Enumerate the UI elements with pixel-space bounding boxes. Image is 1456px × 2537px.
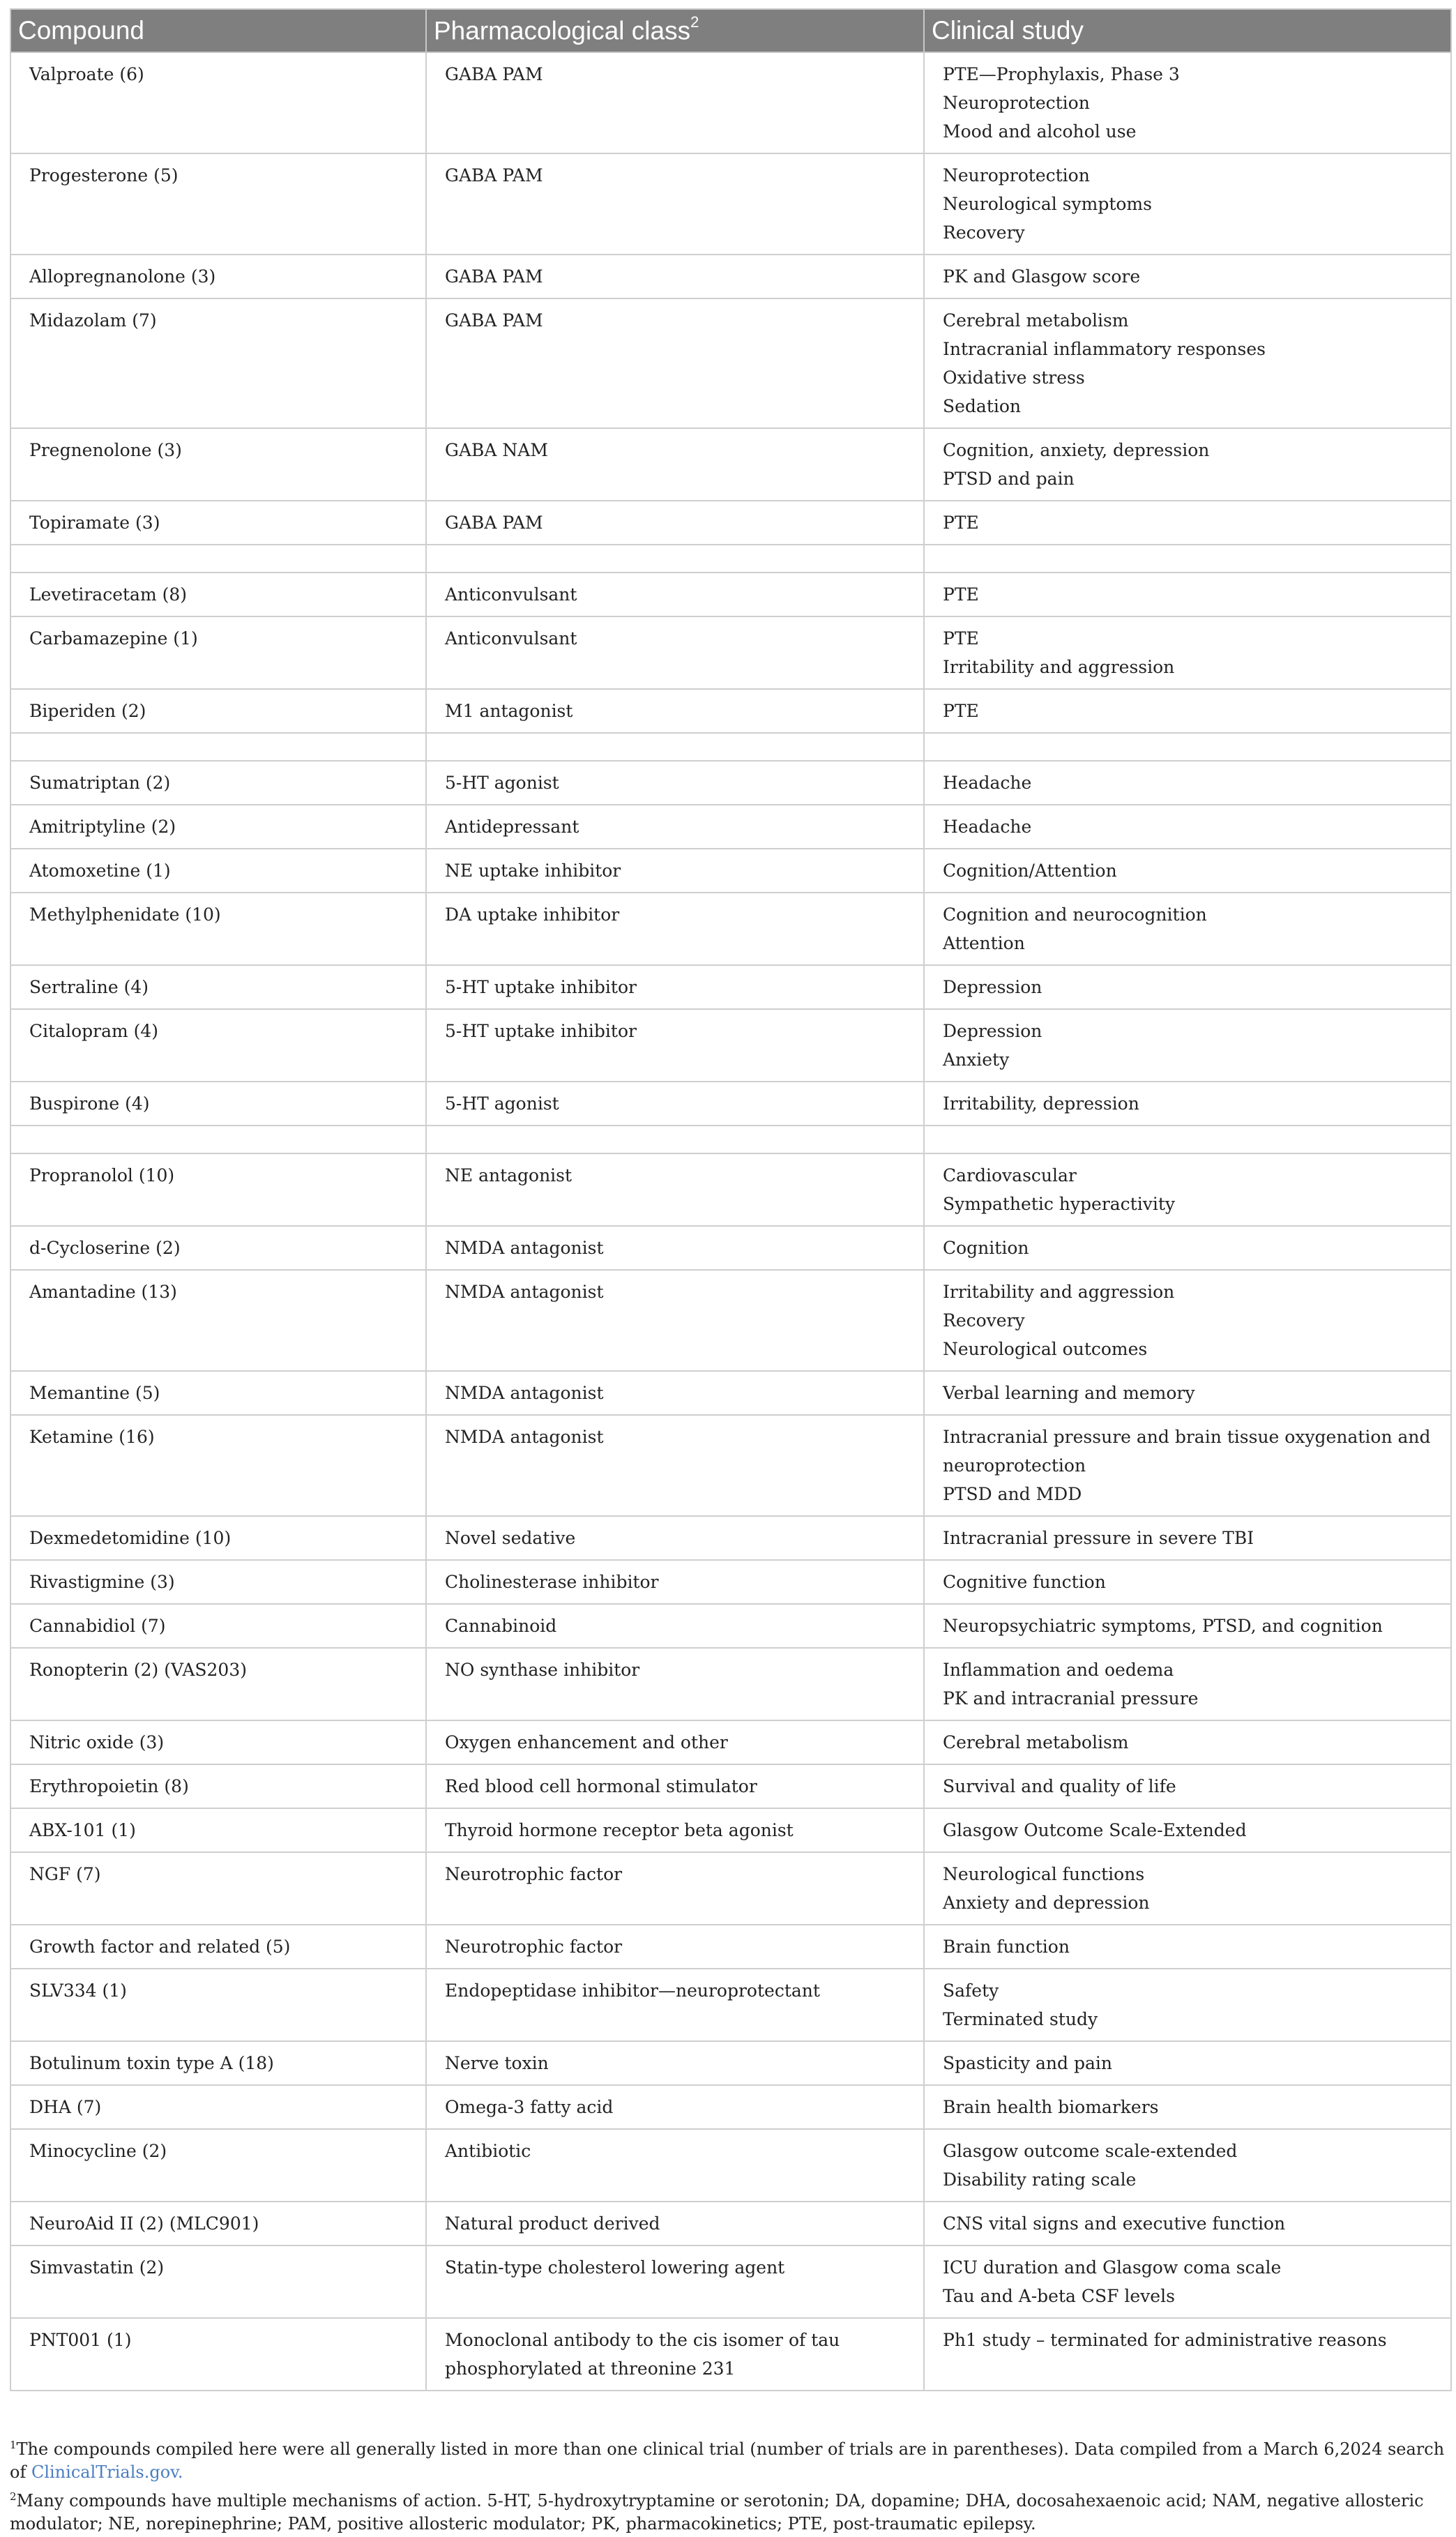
study-cell-line: Survival and quality of life [943, 1776, 1176, 1796]
spacer-row [10, 545, 1451, 573]
class-cell: Neurotrophic factor [426, 1925, 924, 1969]
class-cell: Statin-type cholesterol lowering agent [426, 2246, 924, 2318]
study-cell [924, 1648, 1451, 1720]
study-cell-line: PTE [943, 628, 979, 649]
study-cell-line: Glasgow Outcome Scale-Extended [943, 1820, 1247, 1840]
class-cell-line: Monoclonal antibody to the cis isomer of tau [445, 2330, 840, 2350]
class-cell: GABA PAM [426, 501, 924, 545]
study-cell-line: Anxiety [943, 1050, 1010, 1070]
study-cell-line: Neuropsychiatric symptoms, PTSD, and cognition [943, 1616, 1383, 1636]
class-cell: GABA NAM [426, 428, 924, 501]
study-cell [924, 255, 1451, 298]
study-cell-line: PK and Glasgow score [943, 266, 1141, 287]
table-row [10, 52, 1451, 153]
class-cell: Anticonvulsant [426, 573, 924, 616]
study-cell [924, 428, 1451, 501]
study-cell-line: Cognition/Attention [943, 861, 1117, 881]
study-cell [924, 501, 1451, 545]
study-cell-line: PK and intracranial pressure [943, 1688, 1199, 1709]
table-row [10, 1648, 1451, 1720]
table-row [10, 1764, 1451, 1808]
class-cell: GABA PAM [426, 52, 924, 153]
study-cell-line: Oxidative stress [943, 368, 1085, 388]
study-cell [924, 1226, 1451, 1270]
study-cell-line: Neurological outcomes [943, 1339, 1148, 1359]
study-cell-line: Verbal learning and memory [943, 1383, 1195, 1403]
header-class-footnote: 2 [690, 13, 699, 31]
class-cell: NE antagonist [426, 1153, 924, 1226]
class-cell: NO synthase inhibitor [426, 1648, 924, 1720]
study-cell-line: Neuroprotection [943, 93, 1090, 113]
study-cell [924, 805, 1451, 849]
table-row [10, 893, 1451, 965]
table-row [10, 501, 1451, 545]
study-cell-line: Recovery [943, 1310, 1025, 1331]
table-body [10, 52, 1451, 2391]
footnote-2-marker: 2 [10, 2490, 17, 2503]
compound-cell: Memantine (5) [10, 1371, 426, 1415]
table-row [10, 1720, 1451, 1764]
empty-cell [10, 733, 426, 761]
study-cell-line: Intracranial pressure in severe TBI [943, 1528, 1254, 1548]
study-cell [924, 2129, 1451, 2202]
study-cell [924, 849, 1451, 893]
class-cell: NMDA antagonist [426, 1371, 924, 1415]
header-compound [10, 9, 426, 52]
table-row [10, 1852, 1451, 1925]
compound-cell: SLV334 (1) [10, 1969, 426, 2041]
table-row [10, 1560, 1451, 1604]
compound-cell: Minocycline (2) [10, 2129, 426, 2202]
study-cell-line: Tau and A-beta CSF levels [943, 2286, 1175, 2306]
study-cell-line: Cerebral metabolism [943, 1732, 1129, 1752]
compound-cell: ABX-101 (1) [10, 1808, 426, 1852]
study-cell-line: PTSD and MDD [943, 1484, 1082, 1504]
study-cell-line: Safety [943, 1981, 999, 2001]
study-cell-line: Neurological symptoms [943, 194, 1152, 214]
class-cell: Nerve toxin [426, 2041, 924, 2085]
study-cell-line: Brain health biomarkers [943, 2097, 1159, 2117]
study-cell [924, 893, 1451, 965]
compound-cell: Cannabidiol (7) [10, 1604, 426, 1648]
compound-cell: Atomoxetine (1) [10, 849, 426, 893]
study-cell [924, 1604, 1451, 1648]
study-cell [924, 1969, 1451, 2041]
class-cell: NE uptake inhibitor [426, 849, 924, 893]
compound-cell: Amitriptyline (2) [10, 805, 426, 849]
compound-cell: NeuroAid II (2) (MLC901) [10, 2202, 426, 2246]
table-row [10, 2246, 1451, 2318]
study-cell [924, 2041, 1451, 2085]
study-cell-line: CNS vital signs and executive function [943, 2213, 1286, 2234]
table-row [10, 1226, 1451, 1270]
class-cell: 5-HT agonist [426, 1082, 924, 1126]
study-cell-line: Attention [943, 933, 1025, 953]
study-cell [924, 761, 1451, 805]
study-cell-line: Neurological functions [943, 1864, 1145, 1884]
study-cell-line: Cerebral metabolism [943, 310, 1129, 331]
study-cell-line: Intracranial pressure and brain tissue oxygenation and [943, 1427, 1431, 1447]
clinicaltrials-link[interactable]: ClinicalTrials.gov. [31, 2462, 183, 2482]
study-cell [924, 1082, 1451, 1126]
study-cell [924, 1516, 1451, 1560]
class-cell: Cholinesterase inhibitor [426, 1560, 924, 1604]
study-cell [924, 1808, 1451, 1852]
table-row [10, 2202, 1451, 2246]
class-cell: Omega-3 fatty acid [426, 2085, 924, 2129]
compound-cell: Valproate (6) [10, 52, 426, 153]
header-class-label: Pharmacological class [434, 16, 691, 45]
class-cell: 5-HT agonist [426, 761, 924, 805]
empty-cell [426, 733, 924, 761]
study-cell-line: PTE [943, 701, 979, 721]
compound-cell: PNT001 (1) [10, 2318, 426, 2391]
table-row [10, 573, 1451, 616]
study-cell [924, 1270, 1451, 1371]
table-row [10, 1604, 1451, 1648]
study-cell [924, 1925, 1451, 1969]
compound-cell: d-Cycloserine (2) [10, 1226, 426, 1270]
study-cell-line: PTE—Prophylaxis, Phase 3 [943, 64, 1180, 84]
class-cell: 5-HT uptake inhibitor [426, 965, 924, 1009]
study-cell-line: Anxiety and depression [943, 1893, 1150, 1913]
header-compound-label: Compound [18, 16, 145, 45]
study-cell-line: Neuroprotection [943, 165, 1090, 185]
study-cell [924, 1009, 1451, 1082]
compound-cell: Progesterone (5) [10, 153, 426, 255]
table-row [10, 1270, 1451, 1371]
compound-cell: Midazolam (7) [10, 298, 426, 428]
study-cell [924, 1764, 1451, 1808]
table-header [10, 9, 1451, 52]
empty-cell [426, 545, 924, 573]
class-cell: Oxygen enhancement and other [426, 1720, 924, 1764]
empty-cell [10, 545, 426, 573]
table-row [10, 298, 1451, 428]
study-cell-line: Inflammation and oedema [943, 1660, 1174, 1680]
class-cell: Red blood cell hormonal stimulator [426, 1764, 924, 1808]
empty-cell [426, 1126, 924, 1153]
table-row [10, 1415, 1451, 1516]
class-cell: Endopeptidase inhibitor—neuroprotectant [426, 1969, 924, 2041]
class-cell: GABA PAM [426, 153, 924, 255]
study-cell-line: Cognition, anxiety, depression [943, 440, 1210, 460]
table-row [10, 153, 1451, 255]
compound-cell: Buspirone (4) [10, 1082, 426, 1126]
study-cell [924, 2246, 1451, 2318]
compound-cell: Ronopterin (2) (VAS203) [10, 1648, 426, 1720]
study-cell [924, 689, 1451, 733]
table-row [10, 1925, 1451, 1969]
empty-cell [924, 733, 1451, 761]
study-cell [924, 52, 1451, 153]
study-cell [924, 2085, 1451, 2129]
study-cell-line: Terminated study [943, 2009, 1098, 2029]
class-cell: M1 antagonist [426, 689, 924, 733]
class-cell: GABA PAM [426, 298, 924, 428]
compound-cell: Rivastigmine (3) [10, 1560, 426, 1604]
table-row [10, 2041, 1451, 2085]
study-cell [924, 1415, 1451, 1516]
table-row [10, 2085, 1451, 2129]
study-cell-line: Sympathetic hyperactivity [943, 1194, 1176, 1214]
study-cell [924, 616, 1451, 689]
class-cell: Antibiotic [426, 2129, 924, 2202]
compound-cell: Growth factor and related (5) [10, 1925, 426, 1969]
spacer-row [10, 1126, 1451, 1153]
compound-cell: Allopregnanolone (3) [10, 255, 426, 298]
class-cell: 5-HT uptake inhibitor [426, 1009, 924, 1082]
footnote-1-marker: 1 [10, 2439, 17, 2451]
compound-cell: Erythropoietin (8) [10, 1764, 426, 1808]
table-row [10, 965, 1451, 1009]
study-cell-line: Spasticity and pain [943, 2053, 1112, 2073]
study-cell-line: Sedation [943, 396, 1022, 416]
table-row [10, 2129, 1451, 2202]
class-cell-line: phosphorylated at threonine 231 [445, 2358, 736, 2379]
table-row [10, 1516, 1451, 1560]
compound-table [10, 8, 1452, 2391]
class-cell: Antidepressant [426, 805, 924, 849]
footnote-2-text: Many compounds have multiple mechanisms of action. 5-HT, 5-hydroxytryptamine or serotonin; DA, dopamine; DHA, docosahexaenoic acid; NAM, negative allosteric modulator; NE, norepinephrine; PAM, positive allosteric modulator; PK, pharmacokinetics; PTE, post-traumatic epilepsy. [10, 2491, 1424, 2534]
compound-cell: Botulinum toxin type A (18) [10, 2041, 426, 2085]
compound-cell: Topiramate (3) [10, 501, 426, 545]
study-cell [924, 965, 1451, 1009]
study-cell [924, 1852, 1451, 1925]
spacer-row [10, 733, 1451, 761]
compound-cell: Levetiracetam (8) [10, 573, 426, 616]
study-cell-line: Depression [943, 1021, 1042, 1041]
table-row [10, 689, 1451, 733]
header-study-label: Clinical study [932, 16, 1084, 45]
class-cell: Thyroid hormone receptor beta agonist [426, 1808, 924, 1852]
header-study [924, 9, 1451, 52]
class-cell: Neurotrophic factor [426, 1852, 924, 1925]
study-cell-line: Mood and alcohol use [943, 121, 1137, 142]
footnote-2 [10, 2485, 1450, 2536]
class-cell: Novel sedative [426, 1516, 924, 1560]
study-cell [924, 1720, 1451, 1764]
study-cell [924, 2318, 1451, 2391]
study-cell [924, 298, 1451, 428]
compound-cell: Sumatriptan (2) [10, 761, 426, 805]
compound-cell: Sertraline (4) [10, 965, 426, 1009]
study-cell [924, 1371, 1451, 1415]
table-row [10, 1153, 1451, 1226]
class-cell: DA uptake inhibitor [426, 893, 924, 965]
study-cell [924, 573, 1451, 616]
study-cell-line: PTE [943, 513, 979, 533]
compound-cell: Biperiden (2) [10, 689, 426, 733]
header-row [10, 9, 1451, 52]
compound-cell: Citalopram (4) [10, 1009, 426, 1082]
footnote-1-text: The compounds compiled here were all generally listed in more than one clinical trial (number of trials are in parentheses). Data compiled from a March 6,2024 search of [10, 2439, 1445, 2482]
table-row [10, 1009, 1451, 1082]
study-cell-line: Recovery [943, 222, 1025, 243]
study-cell-line: Headache [943, 817, 1032, 837]
class-cell: NMDA antagonist [426, 1270, 924, 1371]
table-row [10, 1082, 1451, 1126]
footnotes [10, 2434, 1450, 2537]
study-cell-line: Irritability and aggression [943, 657, 1175, 677]
table-row [10, 1808, 1451, 1852]
table-row [10, 1969, 1451, 2041]
study-cell-line: PTE [943, 584, 979, 605]
compound-cell: Dexmedetomidine (10) [10, 1516, 426, 1560]
study-cell-line: Cognitive function [943, 1572, 1106, 1592]
table-row [10, 255, 1451, 298]
footnote-1 [10, 2434, 1450, 2484]
study-cell-line: Disability rating scale [943, 2169, 1137, 2190]
table-row [10, 805, 1451, 849]
compound-cell: DHA (7) [10, 2085, 426, 2129]
study-cell-line: Glasgow outcome scale-extended [943, 2141, 1238, 2161]
study-cell-line: Depression [943, 977, 1042, 997]
compound-cell: Methylphenidate (10) [10, 893, 426, 965]
class-cell: NMDA antagonist [426, 1226, 924, 1270]
class-cell [426, 2318, 924, 2391]
study-cell-line: Brain function [943, 1937, 1070, 1957]
compound-cell: Amantadine (13) [10, 1270, 426, 1371]
study-cell-line: ICU duration and Glasgow coma scale [943, 2257, 1282, 2278]
empty-cell [10, 1126, 426, 1153]
compound-cell: Propranolol (10) [10, 1153, 426, 1226]
class-cell: GABA PAM [426, 255, 924, 298]
compound-cell: Ketamine (16) [10, 1415, 426, 1516]
study-cell-line: Irritability and aggression [943, 1282, 1175, 1302]
table-row [10, 1371, 1451, 1415]
compound-cell: Pregnenolone (3) [10, 428, 426, 501]
table-row [10, 849, 1451, 893]
study-cell [924, 153, 1451, 255]
study-cell-line: PTSD and pain [943, 469, 1075, 489]
study-cell-line: Cognition [943, 1238, 1029, 1258]
class-cell: Natural product derived [426, 2202, 924, 2246]
study-cell-line: Cognition and neurocognition [943, 904, 1207, 925]
empty-cell [924, 545, 1451, 573]
header-class [426, 9, 924, 52]
compound-cell: Simvastatin (2) [10, 2246, 426, 2318]
table-row [10, 428, 1451, 501]
study-cell-line: Ph1 study – terminated for administrative reasons [943, 2330, 1387, 2350]
class-cell: Anticonvulsant [426, 616, 924, 689]
study-cell-line: Irritability, depression [943, 1093, 1139, 1114]
class-cell: Cannabinoid [426, 1604, 924, 1648]
study-cell [924, 1153, 1451, 1226]
table-row [10, 2318, 1451, 2391]
compound-cell: NGF (7) [10, 1852, 426, 1925]
table-row [10, 761, 1451, 805]
compound-cell: Nitric oxide (3) [10, 1720, 426, 1764]
study-cell-line: Intracranial inflammatory responses [943, 339, 1266, 359]
compound-cell: Carbamazepine (1) [10, 616, 426, 689]
class-cell: NMDA antagonist [426, 1415, 924, 1516]
study-cell [924, 2202, 1451, 2246]
table-row [10, 616, 1451, 689]
study-cell-line: Headache [943, 773, 1032, 793]
study-cell-line: neuroprotection [943, 1455, 1086, 1476]
empty-cell [924, 1126, 1451, 1153]
study-cell [924, 1560, 1451, 1604]
study-cell-line: Cardiovascular [943, 1165, 1077, 1186]
